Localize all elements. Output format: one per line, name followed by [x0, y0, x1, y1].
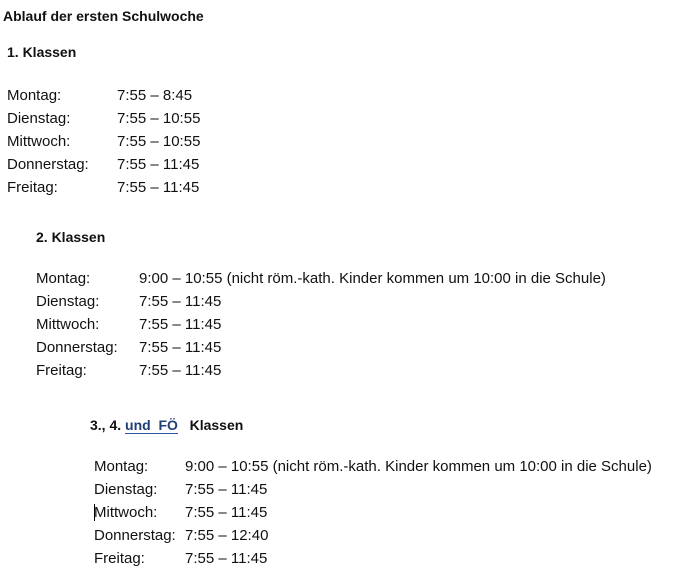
section-heading [90, 417, 243, 433]
time-value: 7:55 – 11:45 [117, 156, 200, 173]
day-label: Montag: [36, 270, 91, 287]
time-value: 9:00 – 10:55 (nicht röm.-kath. Kinder kommen um 10:00 in die Schule) [139, 270, 606, 287]
time-value: 7:55 – 11:45 [185, 504, 268, 521]
time-value: 7:55 – 11:45 [117, 179, 200, 196]
time-value: 7:55 – 11:45 [139, 316, 222, 333]
section-1-klassen [7, 44, 201, 196]
heading-underlined-text: und FÖ [125, 417, 178, 433]
section-heading: 1. Klassen [7, 44, 77, 60]
day-label: Dienstag: [36, 293, 100, 310]
day-label: Montag: [7, 87, 62, 104]
day-label: Mittwoch: [7, 133, 71, 150]
time-value: 7:55 – 11:45 [139, 293, 222, 310]
page-title: Ablauf der ersten Schulwoche [3, 8, 204, 24]
heading-suffix: Klassen [177, 417, 244, 433]
time-value: 7:55 – 8:45 [117, 87, 193, 104]
section-3-4-foe-klassen [90, 417, 652, 567]
day-label: Dienstag: [94, 481, 158, 498]
section-heading: 2. Klassen [36, 229, 106, 245]
time-value: 7:55 – 12:40 [185, 527, 269, 544]
day-label: Donnerstag: [7, 156, 89, 173]
heading-prefix: 3., 4. [90, 417, 126, 433]
day-label: Donnerstag: [36, 339, 118, 356]
time-value: 7:55 – 11:45 [185, 550, 268, 567]
day-label: Dienstag: [7, 110, 71, 127]
day-label: Freitag: [7, 179, 58, 196]
time-value: 7:55 – 10:55 [117, 110, 201, 127]
section-2-klassen [36, 229, 606, 379]
time-value: 7:55 – 11:45 [139, 362, 222, 379]
day-label: Mittwoch: [36, 316, 100, 333]
day-label: Donnerstag: [94, 527, 176, 544]
time-value: 7:55 – 11:45 [185, 481, 268, 498]
time-value: 7:55 – 10:55 [117, 133, 201, 150]
day-label: Freitag: [94, 550, 145, 567]
day-label: Mittwoch: [94, 504, 158, 521]
day-label: Freitag: [36, 362, 87, 379]
time-value: 7:55 – 11:45 [139, 339, 222, 356]
day-label: Montag: [94, 458, 149, 475]
time-value: 9:00 – 10:55 (nicht röm.-kath. Kinder kommen um 10:00 in die Schule) [185, 458, 652, 475]
